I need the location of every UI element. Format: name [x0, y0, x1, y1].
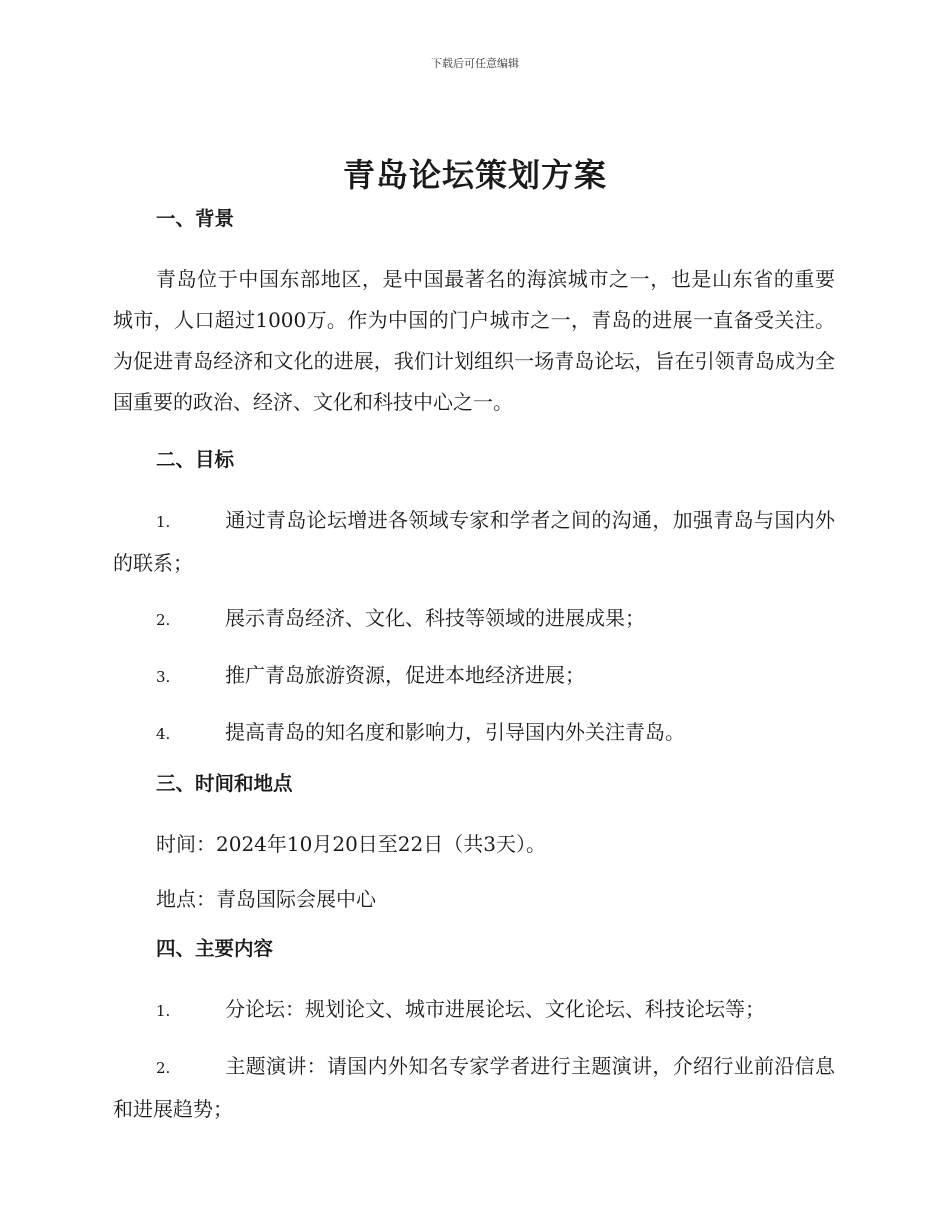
document-title: 青岛论坛策划方案 [342, 156, 607, 194]
event-time: 时间：2024年10月20日至22日（共3天）。 [156, 832, 546, 856]
section-heading-content: 四、主要内容 [156, 937, 274, 960]
list-text: 通过青岛论坛增进各领域专家和学者之间的沟通，加强青岛与国内外的联系； [113, 508, 835, 575]
content-item [113, 1046, 835, 1130]
list-text: 提高青岛的知名度和影响力，引导国内外关注青岛。 [225, 720, 685, 744]
list-number: 2. [156, 1059, 171, 1077]
list-number: 1. [156, 1002, 171, 1020]
goal-item [113, 655, 835, 698]
event-place: 地点：青岛国际会展中心 [156, 887, 376, 911]
list-number: 2. [156, 611, 171, 629]
list-number: 1. [156, 513, 171, 531]
section-heading-time-place: 三、时间和地点 [156, 772, 293, 795]
section-heading-goals: 二、目标 [156, 448, 235, 471]
list-number: 3. [156, 668, 171, 686]
goal-item [113, 500, 835, 584]
list-text: 展示青岛经济、文化、科技等领域的进展成果； [225, 606, 645, 630]
header-note: 下载后可任意编辑 [431, 57, 519, 70]
list-text: 分论坛：规划论文、城市进展论坛、文化论坛、科技论坛等； [225, 997, 765, 1021]
goal-item [113, 598, 835, 641]
list-number: 4. [156, 725, 171, 743]
section-heading-background: 一、背景 [156, 207, 235, 230]
document-body [113, 204, 835, 1144]
goal-item [113, 712, 835, 755]
list-text: 推广青岛旅游资源，促进本地经济进展； [225, 663, 585, 687]
background-paragraph: 青岛位于中国东部地区，是中国最著名的海滨城市之一，也是山东省的重要城市，人口超过1000万。作为中国的门户城市之一，青岛的进展一直备受关注。为促进青岛经济和文化的进展，我们计划组织一场青岛论坛，旨在引领青岛成为全国重要的政治、经济、文化和科技中心之一。 [113, 267, 835, 414]
list-text: 主题演讲：请国内外知名专家学者进行主题演讲，介绍行业前沿信息和进展趋势； [113, 1054, 835, 1121]
content-item [113, 989, 835, 1032]
